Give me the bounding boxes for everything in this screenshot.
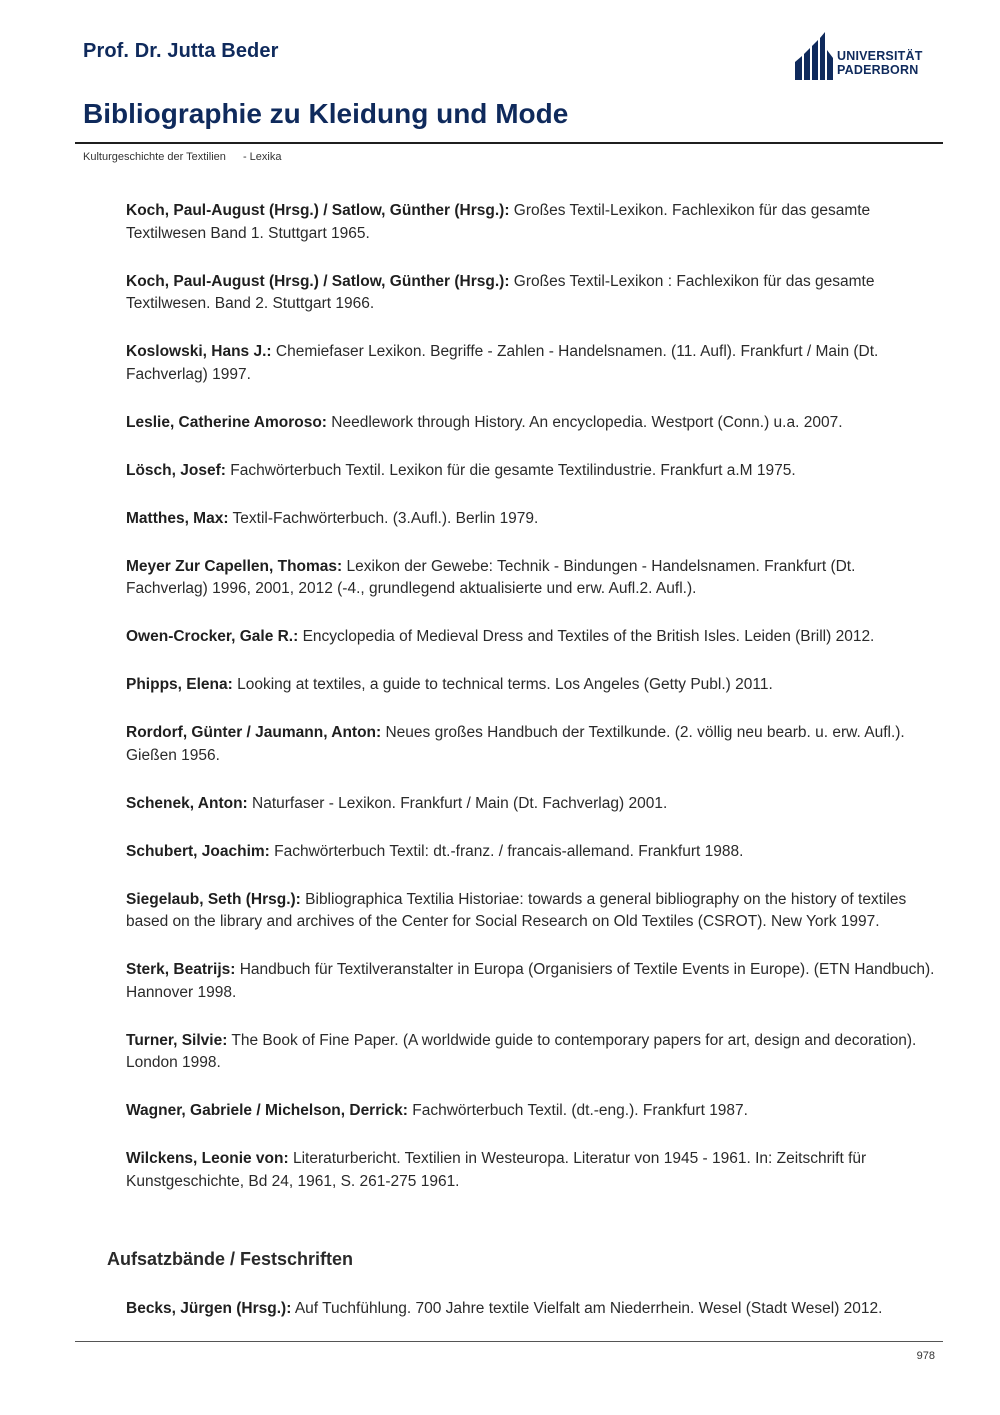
entry-text: Auf Tuchfühlung. 700 Jahre textile Vielfalt am Niederrhein. Wesel (Stadt Wesel) 2012.: [294, 1300, 883, 1317]
bibliography-entry: [126, 674, 938, 697]
bibliography-entry: [126, 508, 938, 531]
entry-author: Owen-Crocker, Gale R.:: [126, 628, 299, 645]
entry-text: Literaturbericht. Textilien in Westeuropa. Literatur von 1945 - 1961. In: Zeitschrift für Kunstgeschichte, Bd 24, 1961, S. 261-275 1961.: [126, 1150, 867, 1190]
university-logo-text: [837, 49, 923, 77]
document-author: Prof. Dr. Jutta Beder: [83, 40, 279, 62]
bibliography-entry: [126, 412, 938, 435]
bibliography-entry: [126, 556, 938, 601]
bibliography-entry: [126, 959, 938, 1004]
breadcrumb-section: Kulturgeschichte der Textilien: [83, 151, 226, 163]
entry-text: Fachwörterbuch Textil. (dt.-eng.). Frankfurt 1987.: [412, 1102, 748, 1119]
bibliography-entry: [126, 341, 938, 386]
entry-text: Neues großes Handbuch der Textilkunde. (2. völlig neu bearb. u. erw. Aufl.). Gießen 1956.: [126, 724, 905, 764]
entry-text: Fachwörterbuch Textil. Lexikon für die gesamte Textilindustrie. Frankfurt a.M 1975.: [230, 461, 796, 479]
entry-author: Leslie, Catherine Amoroso:: [126, 413, 327, 431]
entry-author: Siegelaub, Seth (Hrsg.):: [126, 890, 301, 908]
header-divider: [75, 142, 943, 144]
entry-author: Koch, Paul-August (Hrsg.) / Satlow, Günther (Hrsg.):: [126, 202, 510, 219]
entry-text: Lexikon der Gewebe: Technik - Bindungen - Handelsnamen. Frankfurt (Dt. Fachverlag) 1996, 2001, 2012 (-4., grundlegend aktualisierte und erw. Aufl.2. Aufl.).: [126, 557, 856, 597]
entry-author: Koslowski, Hans J.:: [126, 343, 272, 360]
entry-author: Matthes, Max:: [126, 509, 229, 527]
bibliography-entry: [126, 1298, 938, 1321]
entry-text: Großes Textil-Lexikon : Fachlexikon für das gesamte Textilwesen. Band 2. Stuttgart 1966.: [126, 272, 875, 312]
bibliography-entry: [126, 841, 938, 864]
entry-text: Großes Textil-Lexikon. Fachlexikon für das gesamte Textilwesen Band 1. Stuttgart 1965.: [126, 202, 871, 242]
breadcrumb: [83, 151, 281, 163]
bibliography-entry: [126, 1030, 938, 1075]
bibliography-entry: [126, 889, 938, 934]
bibliography-entry: [126, 626, 938, 649]
logo-line-1: UNIVERSITÄT: [837, 49, 923, 63]
entry-text: Fachwörterbuch Textil: dt.-franz. / francais-allemand. Frankfurt 1988.: [274, 842, 744, 860]
entry-author: Phipps, Elena:: [126, 676, 233, 693]
entry-author: Rordorf, Günter / Jaumann, Anton:: [126, 724, 382, 741]
entry-text: Handbuch für Textilveranstalter in Europa (Organisiers of Textile Events in Europe). (ETN Handbuch). Hannover 1998.: [126, 961, 935, 1001]
footer-divider: [75, 1341, 943, 1342]
entry-author: Turner, Silvie:: [126, 1031, 228, 1049]
bibliography-entry: [126, 1100, 938, 1123]
entry-author: Meyer Zur Capellen, Thomas:: [126, 557, 343, 575]
bibliography-entry: [126, 793, 938, 816]
bibliography-entry: [126, 1148, 938, 1193]
entry-text: The Book of Fine Paper. (A worldwide guide to contemporary papers for art, design and decoration). London 1998.: [126, 1031, 917, 1071]
entry-text: Needlework through History. An encyclopedia. Westport (Conn.) u.a. 2007.: [331, 413, 843, 431]
breadcrumb-subsection: - Lexika: [242, 151, 282, 163]
bibliography-list: [126, 200, 938, 1219]
entry-text: Looking at textiles, a guide to technical terms. Los Angeles (Getty Publ.) 2011.: [237, 676, 773, 693]
page-number: 978: [916, 1350, 935, 1362]
entry-author: Wilckens, Leonie von:: [126, 1150, 289, 1167]
university-logo: [794, 32, 944, 82]
entry-author: Lösch, Josef:: [126, 461, 226, 479]
entry-author: Schubert, Joachim:: [126, 842, 270, 860]
university-logo-icon: [794, 32, 834, 80]
section-bibliography-list: [126, 1298, 938, 1346]
entry-text: Bibliographica Textilia Historiae: towards a general bibliography on the history of textiles based on the library and archives of the Center for Social Research on Old Textiles (CSROT). New York 1997.: [126, 890, 907, 930]
logo-line-2: PADERBORN: [837, 63, 919, 77]
page-title: Bibliographie zu Kleidung und Mode: [83, 98, 569, 129]
entry-text: Textil-Fachwörterbuch. (3.Aufl.). Berlin 1979.: [232, 509, 539, 527]
entry-author: Sterk, Beatrijs:: [126, 961, 236, 978]
entry-author: Koch, Paul-August (Hrsg.) / Satlow, Günther (Hrsg.):: [126, 272, 510, 290]
entry-author: Becks, Jürgen (Hrsg.):: [126, 1300, 292, 1317]
entry-author: Schenek, Anton:: [126, 794, 248, 812]
section-heading: Aufsatzbände / Festschriften: [107, 1249, 354, 1269]
bibliography-entry: [126, 271, 938, 316]
bibliography-entry: [126, 722, 938, 767]
bibliography-entry: [126, 460, 938, 483]
entry-text: Encyclopedia of Medieval Dress and Textiles of the British Isles. Leiden (Brill) 2012.: [302, 628, 875, 645]
entry-text: Chemiefaser Lexikon. Begriffe - Zahlen - Handelsnamen. (11. Aufl). Frankfurt / Main (Dt. Fachverlag) 1997.: [126, 343, 879, 383]
entry-text: Naturfaser - Lexikon. Frankfurt / Main (Dt. Fachverlag) 2001.: [252, 794, 668, 812]
entry-author: Wagner, Gabriele / Michelson, Derrick:: [126, 1102, 408, 1119]
bibliography-entry: [126, 200, 938, 245]
